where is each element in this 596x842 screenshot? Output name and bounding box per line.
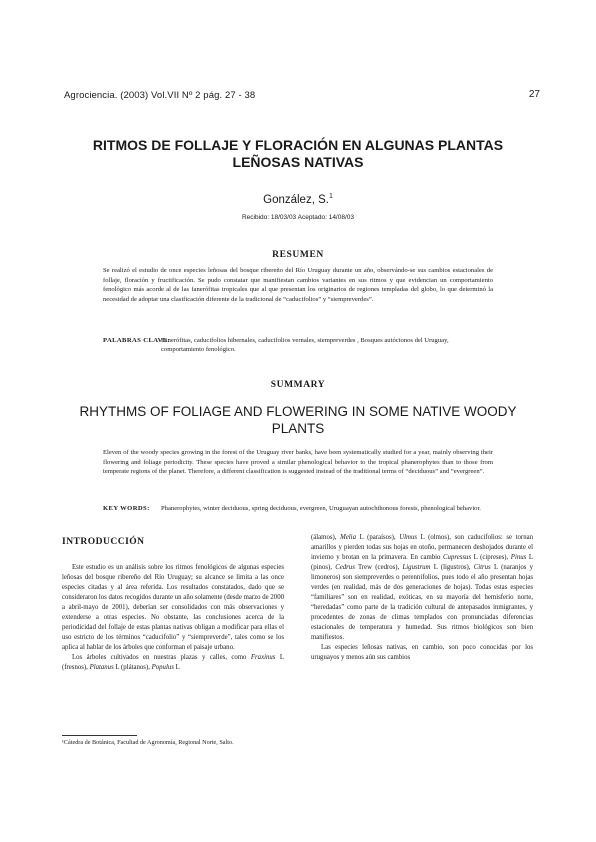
p2-text: L (plátanos),	[113, 664, 152, 671]
right-column	[311, 533, 533, 663]
p2-text: L (fresnos),	[62, 654, 284, 671]
p-text: L (pinos),	[311, 554, 533, 571]
genus-name: Cedrus	[335, 564, 355, 571]
summary-text: Eleven of the woody species growing in the forest of the Uruguay river banks, have been systematically studied for a year, mainly observing their flowering and foliage periodicity. These species have proved a similar phenological behavior to the tropical phanerophytes than to those from temperate regions of the planet. Therefore, a different classification is suggested instead of the traditional terms of “deciduous” and “evergreen”.	[103, 449, 493, 475]
resumen-text: Se realizó el estudio de once especies leñosas del bosque ribereño del Río Uruguay durante un año, observándo-se sus cambios estacionales de follaje, floración y fructificación. Se pudo constatar que manifiestan cambios variantes en sus ritmos y que evidencian un comportamiento fenológico más acorde al de las fanerófitas tropicales que al que presentan los originarios de regiones templadas del globo, lo que determinó la necesidad de adoptar una clasificación diferente de la tradicional de “caducifolios” y “siempreverdes”.	[103, 267, 493, 303]
article-title: RITMOS DE FOLLAJE Y FLORACIÓN EN ALGUNAS PLANTAS LEÑOSAS NATIVAS	[92, 137, 504, 170]
footnote-divider	[62, 735, 137, 736]
genus-name: Pinus	[510, 554, 527, 561]
introduccion-heading: INTRODUCCIÓN	[62, 537, 145, 547]
left-column	[62, 563, 284, 673]
p-text: L (ligustros),	[430, 564, 474, 571]
genus-name: Fraxinus	[250, 654, 276, 661]
p2-text: L	[173, 664, 180, 671]
p-text: L (naranjos y limoneros) son siempreverdes o perennifolios, pues todo el año presentan hojas verdes (en realidad, más de dos generaciones de hojas). Todas estas especies “familiares” son en realidad, exóticas, en su mayoría del hemisferio norte, “heredadas” como parte de la tradición cultural de antepasados inmigrantes, y procedentes de zonas de climas templados con pronunciadas diferencias estacionales de temperatura y humedad. Sus ritmos biológicos son bien manifiestos.	[311, 564, 534, 641]
palabras-clave-text: Fanerófitas, caducifolios hibernales, caducifolios vernales, siempreverdes , Bosques autóctonos del Uruguay, comportamiento fenológico.	[161, 337, 449, 354]
intro-paragraph-2	[62, 653, 284, 673]
footnote: ¹Cátedra de Botánica, Facultad de Agronomía, Regional Norte, Salto.	[62, 739, 234, 746]
genus-name: Ligustrum	[402, 564, 431, 571]
genus-name: Populus	[151, 664, 174, 671]
intro-paragraph-3: Las especies leñosas nativas, en cambio, son poco conocidas por los uruguayos y menos aún sus cambios	[311, 644, 533, 661]
p-text: L (cipreses),	[471, 554, 511, 561]
palabras-clave-label: PALABRAS CLAVE:	[103, 337, 171, 344]
key-words-text: Phanerophytes, winter deciduous, spring deciduous, evergreen, Uruguayan autochthonous forests, phenological behavior.	[161, 505, 481, 512]
resumen-heading: RESUMEN	[272, 250, 324, 260]
key-words-label: KEY WORDS:	[103, 505, 150, 512]
genus-name: Citrus	[473, 564, 491, 571]
palabras-clave	[103, 336, 493, 355]
intro-paragraph-1: Este estudio es un análisis sobre los ritmos fenológicos de algunas especies leñosas del bosque ribereño del Río Uruguay; su alcance se limita a las once especies citadas y al área referida. Los resultados constatados, dado que se consideraron los datos recogidos durante un año solamente (desde marzo de 2000 a abril-mayo de 2001), deberían ser consolidados con más observaciones y extenderse a otras especies. No obstante, las conclusiones acerca de la periodicidad del follaje de estas plantas nativas obligan a modificar para ellas el uso estricto de los términos “caducifolio” y “siempreverde”, tales como se los aplica al hablar de los árboles que conforman el paisaje urbano.	[62, 564, 284, 651]
key-words	[103, 504, 493, 513]
genus-name: Cupressus	[443, 554, 472, 561]
journal-citation: Agrociencia. (2003) Vol.VII Nº 2 pág. 27 - 38	[64, 90, 256, 101]
summary-heading: SUMMARY	[270, 380, 326, 390]
p-text: Trew (cedros),	[354, 564, 403, 571]
p-text: (álamos),	[311, 534, 341, 541]
page-number: 27	[528, 89, 540, 100]
p-text: L (paraísos),	[355, 534, 400, 541]
genus-name: Ulmus	[399, 534, 417, 541]
received-accepted-dates: Recibido: 18/03/03 Aceptado: 14/08/03	[241, 214, 355, 221]
author-footnote-mark: 1	[328, 193, 333, 200]
intro-paragraph-2-continued	[311, 533, 533, 643]
author	[0, 193, 596, 206]
genus-name: Platanus	[89, 664, 114, 671]
genus-name: Melia	[340, 534, 356, 541]
author-name: González, S.	[263, 193, 329, 206]
p2-text: Los árboles cultivados en nuestras plazas y calles, como	[72, 654, 247, 661]
summary-title: RHYTHMS OF FOLIAGE AND FLOWERING IN SOME NATIVE WOODY PLANTS	[79, 404, 517, 436]
p-text: L (olmos), son caducifolios: se tornan amarillos y pierden todas sus hojas en otoño, permanecen deshojados durante el invierno y brotan en la primavera. En cambio	[311, 534, 534, 561]
